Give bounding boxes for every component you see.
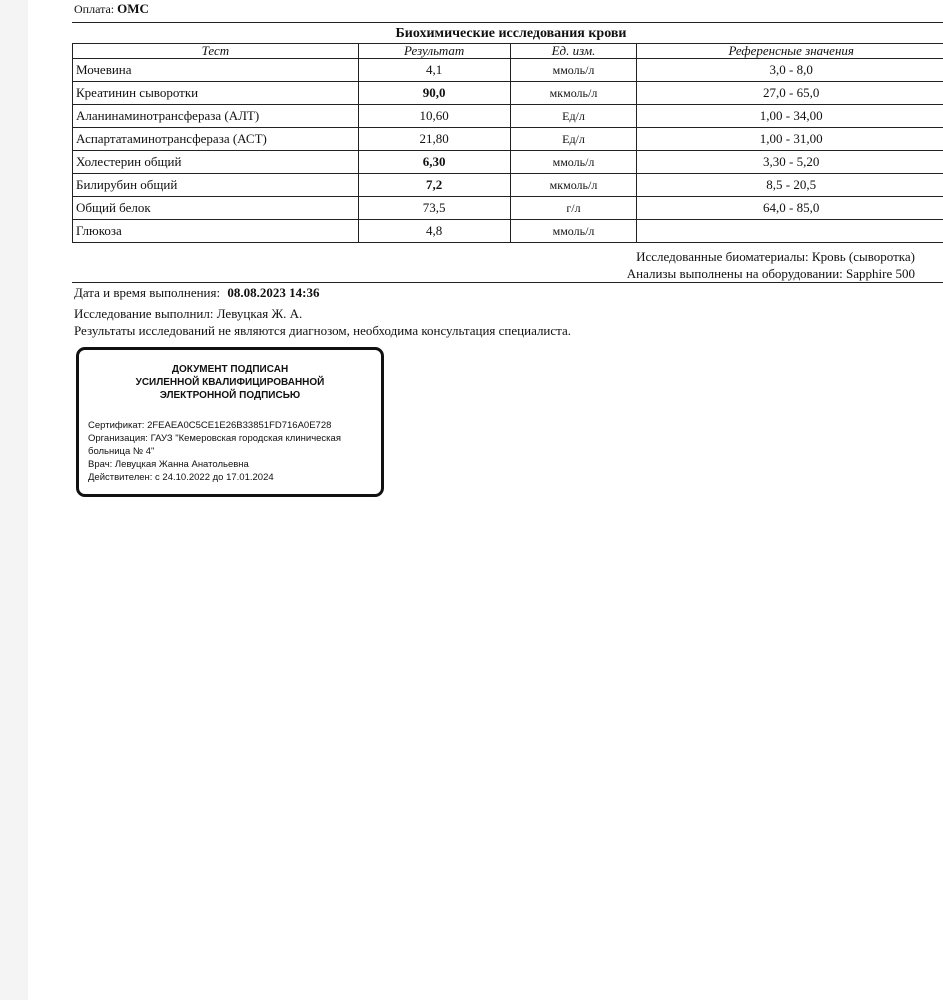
cell-unit: ммоль/л — [510, 59, 637, 82]
stamp-title-line: УСИЛЕННОЙ КВАЛИФИЦИРОВАННОЙ — [135, 377, 325, 388]
cell-test: Холестерин общий — [73, 151, 359, 174]
cell-test: Аланинаминотрансфераза (АЛТ) — [73, 105, 359, 128]
stamp-certificate: Сертификат: 2FEAEA0C5CE1E26B33851FD716A0E728 — [88, 420, 332, 431]
table-row — [73, 174, 943, 197]
biomaterial-note: Исследованные биоматериалы: Кровь (сыворотка) — [636, 249, 915, 264]
section-title: Биохимические исследования крови — [395, 26, 627, 41]
table-row — [73, 105, 943, 128]
stamp-title-line: ЭЛЕКТРОННОЙ ПОДПИСЬЮ — [159, 390, 301, 401]
cell-unit: г/л — [510, 197, 637, 220]
cell-unit: ммоль/л — [510, 151, 637, 174]
cell-reference: 3,30 - 5,20 — [637, 151, 943, 174]
cell-reference: 64,0 - 85,0 — [637, 197, 943, 220]
cell-unit: ммоль/л — [510, 220, 637, 243]
header-test: Тест — [73, 44, 359, 59]
header-unit: Ед. изм. — [510, 44, 637, 59]
table-row — [73, 151, 943, 174]
cell-result: 6,30 — [358, 151, 510, 174]
performer-line: Исследование выполнил: Левуцкая Ж. А. — [74, 306, 303, 321]
cell-reference: 1,00 - 31,00 — [637, 128, 943, 151]
cell-test: Креатинин сыворотки — [73, 82, 359, 105]
cell-result: 21,80 — [358, 128, 510, 151]
datetime-value: 08.08.2023 14:36 — [227, 285, 320, 300]
datetime-label: Дата и время выполнения: — [74, 285, 221, 300]
stamp-details — [88, 419, 378, 484]
cell-test: Общий белок — [73, 197, 359, 220]
cell-reference: 27,0 - 65,0 — [637, 82, 943, 105]
cell-test: Глюкоза — [73, 220, 359, 243]
results-table — [72, 43, 943, 243]
e-signature-stamp — [76, 347, 384, 497]
cell-result: 4,1 — [358, 59, 510, 82]
cell-unit: мкмоль/л — [510, 174, 637, 197]
table-header-row — [73, 44, 943, 59]
header-result: Результат — [358, 44, 510, 59]
table-row — [73, 82, 943, 105]
table-row — [73, 59, 943, 82]
cell-unit: Ед/л — [510, 128, 637, 151]
table-row — [73, 197, 943, 220]
cell-test: Мочевина — [73, 59, 359, 82]
cell-unit: мкмоль/л — [510, 82, 637, 105]
disclaimer-line: Результаты исследований не являются диагнозом, необходима консультация специалиста. — [74, 323, 572, 338]
header-reference: Референсные значения — [637, 44, 943, 59]
cell-result: 10,60 — [358, 105, 510, 128]
cell-reference: 3,0 - 8,0 — [637, 59, 943, 82]
cell-result: 4,8 — [358, 220, 510, 243]
stamp-doctor: Врач: Левуцкая Жанна Анатольевна — [88, 459, 249, 470]
stamp-organization: Организация: ГАУЗ "Кемеровская городская клиническая больница № 4" — [88, 433, 341, 457]
stamp-title-line: ДОКУМЕНТ ПОДПИСАН — [171, 364, 289, 375]
document-page — [28, 0, 943, 1000]
cell-test: Билирубин общий — [73, 174, 359, 197]
payment-line — [74, 1, 149, 17]
cell-result: 90,0 — [358, 82, 510, 105]
cell-unit: Ед/л — [510, 105, 637, 128]
equipment-note: Анализы выполнены на оборудовании: Sapphire 500 — [626, 266, 915, 281]
payment-label: Оплата: — [74, 2, 115, 16]
stamp-title — [79, 363, 381, 402]
bottom-divider — [72, 282, 943, 283]
table-row — [73, 128, 943, 151]
cell-reference — [637, 220, 943, 243]
top-divider — [72, 22, 943, 23]
stamp-validity: Действителен: с 24.10.2022 до 17.01.2024 — [88, 472, 274, 483]
cell-reference: 1,00 - 34,00 — [637, 105, 943, 128]
datetime-line — [74, 285, 319, 301]
cell-test: Аспартатаминотрансфераза (АСТ) — [73, 128, 359, 151]
payment-value: ОМС — [117, 1, 149, 16]
cell-result: 7,2 — [358, 174, 510, 197]
table-row — [73, 220, 943, 243]
cell-result: 73,5 — [358, 197, 510, 220]
cell-reference: 8,5 - 20,5 — [637, 174, 943, 197]
